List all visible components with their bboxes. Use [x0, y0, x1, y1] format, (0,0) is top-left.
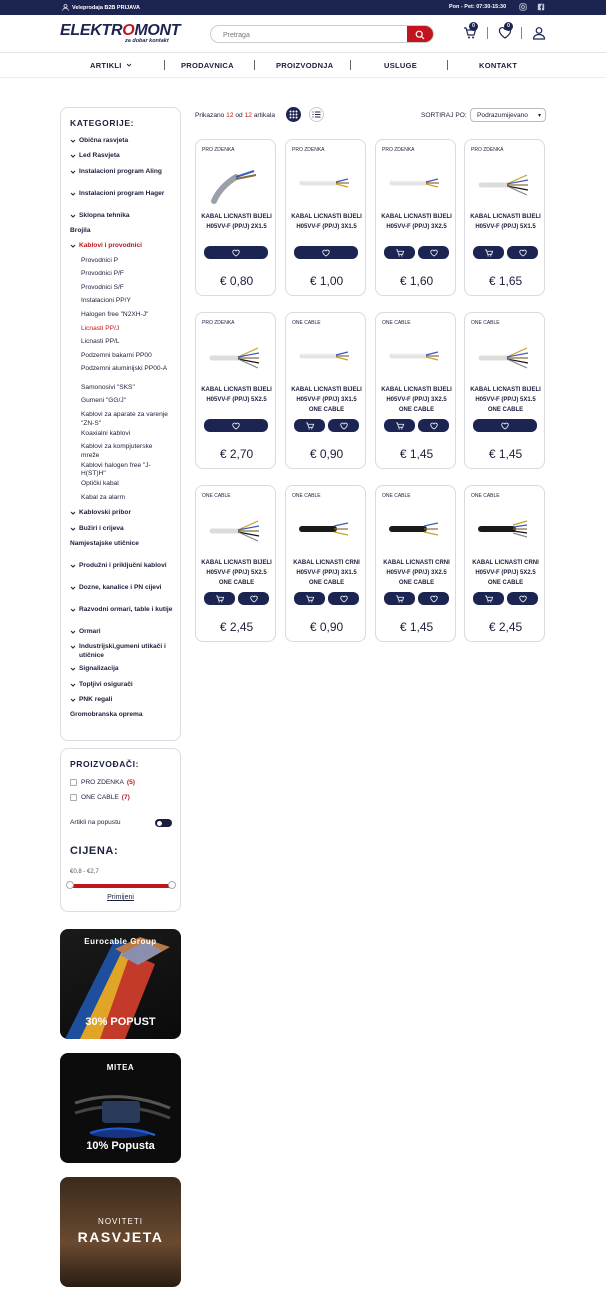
add-to-wishlist-button[interactable]	[328, 592, 359, 605]
product-brand: ONE CABLE	[471, 320, 500, 326]
category-label: Obična rasvjeta	[79, 137, 129, 144]
subcategory-item[interactable]: Gumeni "GG/J"	[81, 397, 126, 405]
chevron-down-icon	[70, 510, 76, 516]
category-label: Brojila	[70, 226, 91, 234]
add-to-cart-button[interactable]	[384, 246, 415, 259]
product-card[interactable]	[285, 312, 366, 469]
product-card[interactable]	[285, 485, 366, 642]
chevron-down-icon	[70, 629, 76, 635]
product-brand: PRO ZDENKA	[202, 147, 235, 153]
category-label: Namjestajske utičnice	[70, 539, 139, 547]
product-name[interactable]: KABAL LICNASTI CRNI H05VV-F (PP/J) 5X2.5 ONE CABLE	[472, 560, 539, 586]
cart-icon	[395, 249, 404, 257]
nav-prodavnica[interactable]: PRODAVNICA	[181, 61, 234, 70]
header-divider	[487, 27, 488, 39]
nav-kontakt[interactable]: KONTAKT	[479, 61, 518, 70]
manufacturer-label: ONE CABLE (7)	[81, 794, 130, 801]
results-count: Prikazano 12 od 12 artikala	[195, 112, 275, 119]
price-title: CIJENA:	[70, 845, 119, 857]
promo-banner-eurocable[interactable]	[60, 929, 181, 1039]
grid-view-button[interactable]	[286, 107, 301, 122]
slider-handle-min[interactable]	[66, 881, 74, 889]
discount-toggle[interactable]	[155, 819, 172, 827]
product-price: € 1,45	[399, 620, 434, 634]
search-button[interactable]	[407, 26, 433, 43]
b2b-login-label: Veleprodaja B2B PRIJAVA	[72, 4, 140, 11]
nav-divider	[447, 60, 448, 70]
banner-promo: RASVJETA	[77, 1229, 164, 1245]
subcategory-item[interactable]: Podzemni bakarni PP00	[81, 351, 152, 359]
banner-promo: 30% POPUST	[85, 1016, 156, 1028]
heart-icon	[430, 249, 438, 257]
add-to-cart-button[interactable]	[384, 419, 415, 432]
category-label: Industrijski,gumeni utikači i utičnice	[79, 643, 166, 659]
heart-icon	[340, 422, 348, 430]
search-bar	[210, 25, 434, 43]
product-card[interactable]	[464, 139, 545, 296]
nav-proizvodnja[interactable]: PROIZVODNJA	[276, 61, 334, 70]
sort-select[interactable]	[470, 108, 546, 122]
product-name[interactable]: KABAL LICNASTI BIJELI H05VV-F (PP/J) 3X1.5	[291, 214, 362, 230]
manufacturer-checkbox[interactable]	[70, 794, 77, 801]
add-to-wishlist-button[interactable]	[507, 246, 538, 259]
manufacturer-label: PRO ZDENKA (5)	[81, 779, 135, 786]
product-price: € 0,90	[309, 447, 344, 461]
category-label: Razvodni ormari, table i kutije	[79, 605, 173, 613]
chevron-down-icon	[70, 644, 76, 650]
sort-select-value: Podrazumijevano	[477, 112, 528, 119]
add-to-wishlist-button[interactable]	[204, 419, 268, 432]
add-to-cart-button[interactable]	[204, 592, 235, 605]
add-to-wishlist-button[interactable]	[328, 419, 359, 432]
category-label: Instalacioni program Hager	[79, 189, 165, 197]
product-brand: ONE CABLE	[292, 320, 321, 326]
cart-icon	[484, 249, 493, 257]
subcategory-item[interactable]: Provodnici P	[81, 256, 119, 264]
product-name[interactable]: KABAL LICNASTI CRNI H05VV-F (PP/J) 3X2.5 ONE CABLE	[383, 560, 450, 586]
search-input[interactable]	[223, 29, 403, 41]
category-label: Led Rasvjeta	[79, 152, 120, 160]
product-cable-image	[386, 330, 446, 378]
facebook-icon[interactable]	[537, 3, 545, 11]
cart-icon	[395, 595, 404, 603]
subcategory-item[interactable]: Koaxialni kablovi	[81, 429, 131, 437]
search-icon	[415, 30, 425, 40]
heart-icon	[519, 249, 527, 257]
list-icon	[312, 110, 321, 119]
product-price: € 1,60	[399, 274, 434, 288]
category-label: Kablovski pribor	[79, 509, 132, 517]
product-cable-image	[475, 330, 535, 378]
cart-icon	[395, 422, 404, 430]
product-price: € 2,45	[219, 620, 254, 634]
add-to-cart-button[interactable]	[384, 592, 415, 605]
grid-icon	[289, 110, 298, 119]
category-label: Bužiri i crijeva	[79, 524, 124, 532]
category-label: Ormari	[79, 627, 101, 635]
product-name[interactable]: KABAL LICNASTI BIJELI H05VV-F (PP/J) 5X1.5 ONE CABLE	[470, 387, 541, 413]
chevron-down-icon	[70, 169, 76, 175]
product-price: € 0,90	[309, 620, 344, 634]
category-label: Instalacioni program Aling	[79, 167, 162, 175]
product-card[interactable]	[195, 139, 276, 296]
header-divider	[521, 27, 522, 39]
product-price: € 1,45	[399, 447, 434, 461]
slider-handle-max[interactable]	[168, 881, 176, 889]
product-card[interactable]	[375, 312, 456, 469]
product-brand: ONE CABLE	[382, 493, 411, 499]
product-card[interactable]	[464, 485, 545, 642]
chevron-down-icon	[70, 563, 76, 569]
instagram-icon[interactable]	[519, 3, 527, 11]
banner-title: NOVITETI	[98, 1217, 143, 1226]
product-price: € 0,80	[219, 274, 254, 288]
site-header	[0, 15, 606, 53]
product-brand: PRO ZDENKA	[382, 147, 415, 153]
category-label: Dozne, kanalice i PN cijevi	[79, 583, 162, 591]
chevron-down-icon	[70, 138, 76, 144]
site-logo[interactable]: ELEKTROMONT	[60, 22, 181, 39]
product-card[interactable]	[195, 312, 276, 469]
heart-icon	[430, 422, 438, 430]
product-name[interactable]: KABAL LICNASTI BIJELI H05VV-F (PP/J) 3X2.5	[381, 214, 452, 230]
banner-title: MITEA	[106, 1063, 135, 1072]
logo-tagline: za dobar kontakt	[125, 38, 169, 44]
banner-promo: 10% Popusta	[86, 1140, 155, 1152]
product-name[interactable]: KABAL LICNASTI BIJELI H05VV-F (PP/J) 5X2.5	[201, 387, 272, 403]
product-cable-image	[206, 330, 266, 378]
category-label: PNK regali	[79, 695, 113, 703]
chevron-down-icon	[70, 526, 76, 532]
subcategory-item[interactable]: Kablovi za kompjuterske mreže	[81, 443, 153, 459]
product-name[interactable]: KABAL LICNASTI BIJELI H05VV-F (PP/J) 2X1.5	[201, 214, 272, 230]
product-cable-image	[386, 503, 446, 551]
chevron-down-icon: ▾	[537, 113, 541, 119]
main-nav	[0, 54, 606, 78]
product-cable-image	[206, 503, 266, 551]
subcategory-item[interactable]: Kablovi za aparate za varenje "ZN-S"	[81, 411, 168, 427]
top-bar	[0, 0, 606, 15]
subcategory-item[interactable]: Licnasti PP/L	[81, 338, 120, 346]
add-to-wishlist-button[interactable]	[418, 246, 449, 259]
nav-usluge[interactable]: USLUGE	[384, 61, 418, 70]
product-brand: ONE CABLE	[471, 493, 500, 499]
heart-icon	[519, 595, 527, 603]
category-label: Gromobranska oprema	[70, 711, 143, 719]
category-label: Produžni i priključni kablovi	[79, 561, 167, 569]
product-brand: ONE CABLE	[202, 493, 231, 499]
product-price: € 2,70	[219, 447, 254, 461]
product-brand: ONE CABLE	[382, 320, 411, 326]
add-to-wishlist-button[interactable]	[238, 592, 269, 605]
product-price: € 2,45	[488, 620, 523, 634]
product-card[interactable]	[375, 485, 456, 642]
filters-panel	[60, 748, 181, 912]
category-label: Signalizacija	[79, 665, 119, 673]
product-price: € 1,45	[488, 447, 523, 461]
product-price: € 1,00	[309, 274, 344, 288]
heart-icon	[322, 249, 330, 257]
categories-title: KATEGORIJE:	[70, 118, 135, 128]
product-card[interactable]	[195, 485, 276, 642]
chevron-down-icon	[70, 607, 76, 613]
chevron-down-icon	[126, 62, 132, 68]
product-price: € 1,65	[488, 274, 523, 288]
add-to-cart-button[interactable]	[294, 592, 325, 605]
chevron-down-icon	[70, 213, 76, 219]
nav-artikli-label: ARTIKLI	[90, 61, 122, 70]
add-to-wishlist-button[interactable]	[418, 419, 449, 432]
cart-icon	[305, 595, 314, 603]
product-card[interactable]	[464, 312, 545, 469]
chevron-down-icon	[70, 153, 76, 159]
chevron-down-icon	[70, 666, 76, 672]
chevron-down-icon	[70, 191, 76, 197]
add-to-wishlist-button[interactable]	[204, 246, 268, 259]
product-cable-image	[296, 330, 356, 378]
nav-divider	[254, 60, 255, 70]
chevron-down-icon	[70, 682, 76, 688]
add-to-wishlist-button[interactable]	[473, 419, 537, 432]
product-name[interactable]: KABAL LICNASTI BIJELI H05VV-F (PP/J) 5X2.5 ONE CABLE	[201, 560, 272, 586]
subcategory-item[interactable]: Podzemni aluminijski PP00-A	[81, 365, 168, 373]
price-range-text: €0,8 - €2,7	[70, 869, 99, 875]
product-name[interactable]: KABAL LICNASTI BIJELI H05VV-F (PP/J) 5X1.5	[470, 214, 541, 230]
manufacturer-checkbox[interactable]	[70, 779, 77, 786]
chevron-down-icon	[70, 697, 76, 703]
add-to-cart-button[interactable]	[294, 419, 325, 432]
chevron-down-icon	[70, 585, 76, 591]
category-label: Topljivi osigurači	[79, 680, 133, 688]
subcategory-item[interactable]: Optički kabal	[81, 480, 119, 488]
working-hours: Pon - Pet: 07:30-15:30	[449, 4, 507, 10]
subcategory-item[interactable]: Halogen free "N2XH-J"	[81, 310, 149, 318]
product-cable-image	[475, 503, 535, 551]
subcategory-item[interactable]: Licnasti PP/J	[81, 324, 120, 332]
apply-price-button[interactable]: Primijeni	[107, 894, 134, 901]
heart-icon	[340, 595, 348, 603]
nav-artikli[interactable]	[90, 61, 132, 70]
nav-divider	[164, 60, 165, 70]
subcategory-item[interactable]: Provodnici P/F	[81, 270, 124, 278]
cart-icon	[305, 422, 314, 430]
product-brand: PRO ZDENKA	[292, 147, 325, 153]
product-name[interactable]: KABAL LICNASTI CRNI H05VV-F (PP/J) 3X1.5 ONE CABLE	[293, 560, 360, 586]
add-to-wishlist-button[interactable]	[418, 592, 449, 605]
add-to-cart-button[interactable]	[473, 246, 504, 259]
manufacturers-title: PROIZVOĐAČI:	[70, 759, 140, 769]
product-cable-image	[475, 157, 535, 205]
heart-icon	[232, 249, 240, 257]
add-to-wishlist-button[interactable]	[294, 246, 358, 259]
wishlist-count-badge: 0	[504, 22, 513, 31]
product-cable-image	[296, 503, 356, 551]
subcategory-item[interactable]: Kabal za alarm	[81, 493, 125, 501]
subcategory-item[interactable]: Kablovi halogen free "J-H(ST)H"	[81, 461, 151, 478]
account-user-icon[interactable]	[532, 26, 546, 40]
product-cable-image	[386, 157, 446, 205]
categories-panel	[60, 107, 181, 741]
product-brand: ONE CABLE	[292, 493, 321, 499]
category-label: Sklopna tehnika	[79, 211, 130, 219]
heart-icon	[232, 422, 240, 430]
subcategory-item[interactable]: Samonosivi "SKS"	[81, 383, 135, 391]
cart-icon	[215, 595, 224, 603]
promo-banner-rasvjeta[interactable]	[60, 1177, 181, 1287]
chevron-down-icon	[70, 243, 76, 249]
discount-toggle-label: Artikli na popustu	[70, 819, 121, 826]
product-card[interactable]	[285, 139, 366, 296]
list-view-button[interactable]	[309, 107, 324, 122]
product-name[interactable]: KABAL LICNASTI BIJELI H05VV-F (PP/J) 3X2.5 ONE CABLE	[381, 387, 452, 413]
cart-count-badge: 0	[469, 22, 478, 31]
product-card[interactable]	[375, 139, 456, 296]
category-label: Kablovi i provodnici	[79, 242, 143, 250]
product-name[interactable]: KABAL LICNASTI BIJELI H05VV-F (PP/J) 3X1.5 ONE CABLE	[291, 387, 362, 413]
price-slider[interactable]	[69, 884, 173, 888]
heart-icon	[250, 595, 258, 603]
product-brand: PRO ZDENKA	[471, 147, 504, 153]
user-icon	[62, 4, 69, 11]
product-cable-image	[296, 157, 356, 205]
add-to-wishlist-button[interactable]	[507, 592, 538, 605]
heart-icon	[501, 422, 509, 430]
subcategory-item[interactable]: Provodnici S/F	[81, 283, 124, 291]
product-cable-image	[206, 157, 266, 205]
sort-label: SORTIRAJ PO:	[421, 112, 467, 119]
add-to-cart-button[interactable]	[473, 592, 504, 605]
cart-icon	[484, 595, 493, 603]
promo-banner-mitea[interactable]	[60, 1053, 181, 1163]
subcategory-item[interactable]: Instalacioni PP/Y	[81, 297, 131, 305]
heart-icon	[430, 595, 438, 603]
b2b-login-link[interactable]	[62, 4, 140, 11]
banner-title: Eurocable Group	[84, 937, 157, 946]
nav-divider	[350, 60, 351, 70]
product-brand: PRO ZDENKA	[202, 320, 235, 326]
